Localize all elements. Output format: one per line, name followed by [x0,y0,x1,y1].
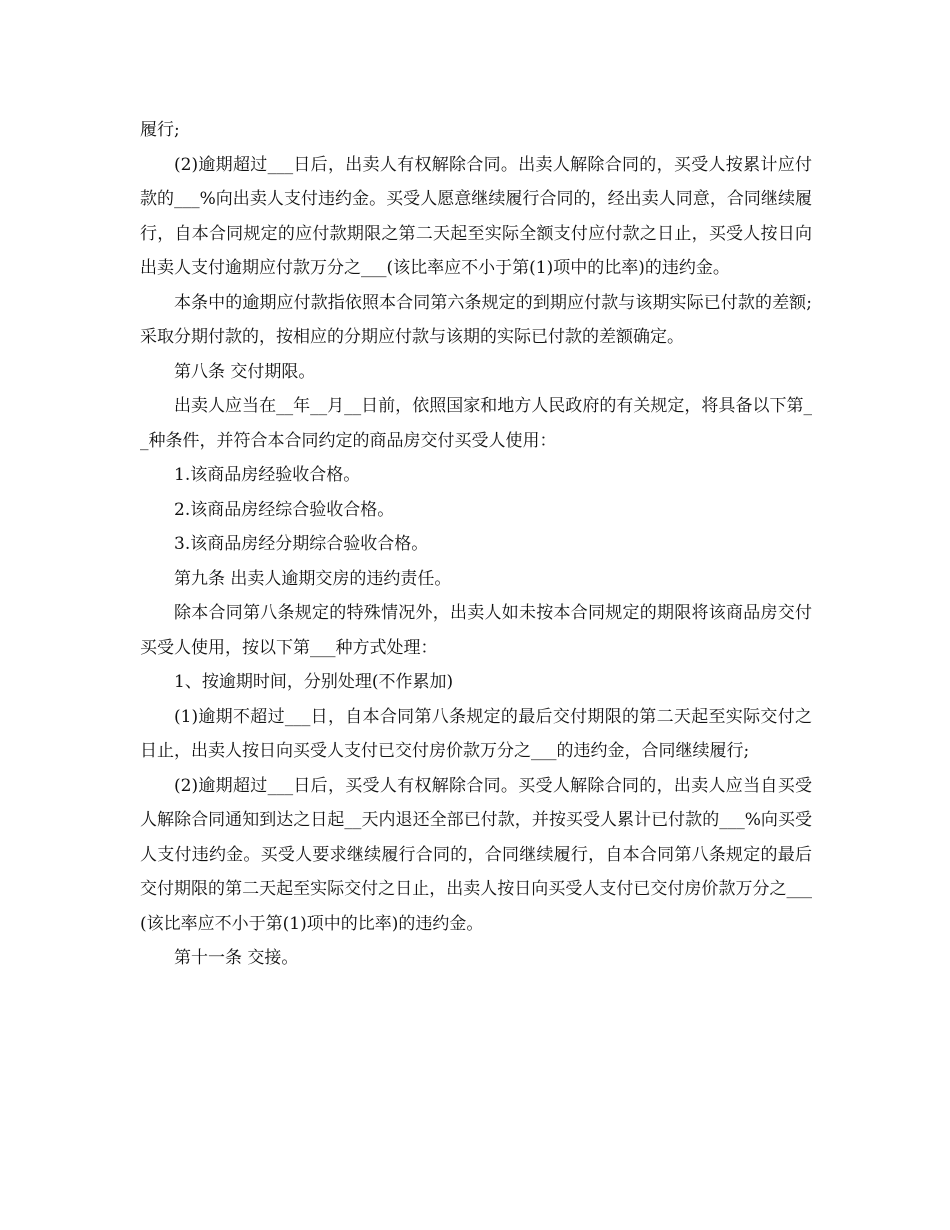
paragraph-seller-late-delivery: 除本合同第八条规定的特殊情况外，出卖人如未按本合同规定的期限将该商品房交付买受人使用，按以下第___种方式处理： [140,603,812,658]
list-item-condition-3: 3.该商品房经分期综合验收合格。 [174,534,429,554]
list-item-condition-2: 2.该商品房经综合验收合格。 [174,499,395,520]
paragraph-clause-2-seller-overdue: (2)逾期超过___日后，买受人有权解除合同。买受人解除合同的，出卖人应当自买受人解除合同通知到达之日起__天内退还全部已付款，并按买受人累计已付款的___%向买受人支付违约金。买受人要求继续履行合同的，合同继续履行，自本合同第八条规定的最后交付期限的第二天起至实际交付之日止，出卖人按日向买受人支付已交付房价款万分之___(该比率应不小于第(1)项中的比率)的违约金。 [140,775,812,934]
heading-article-8: 第八条 交付期限。 [174,361,316,382]
heading-article-9: 第九条 出卖人逾期交房的违约责任。 [174,568,452,589]
paragraph-clause-2-buyer-overdue: (2)逾期超过___日后，出卖人有权解除合同。出卖人解除合同的，买受人按累计应付款的___%向出卖人支付违约金。买受人愿意继续履行合同的，经出卖人同意，合同继续履行，自本合同规定的应付款期限之第二天起至实际全额支付应付款之日止，买受人按日向出卖人支付逾期应付款万分之___(该比率应不小于第(1)项中的比率)的违约金。 [140,154,812,278]
paragraph-overdue-definition: 本条中的逾期应付款指依照本合同第六条规定的到期应付款与该期实际已付款的差额;采取分期付款的，按相应的分期应付款与该期的实际已付款的差额确定。 [140,292,812,347]
paragraph-clause-1-seller-overdue: (1)逾期不超过___日，自本合同第八条规定的最后交付期限的第二天起至实际交付之日止，出卖人按日向买受人支付已交付房价款万分之___的违约金，合同继续履行; [140,706,812,761]
list-item-condition-1: 1.该商品房经验收合格。 [174,465,361,485]
paragraph-continuation: 履行; [140,120,180,140]
document-body [140,113,812,976]
paragraph-delivery-deadline: 出卖人应当在__年__月__日前，依照国家和地方人民政府的有关规定，将具备以下第__种条件，并符合本合同约定的商品房交付买受人使用： [140,396,812,451]
paragraph-method-1: 1、按逾期时间，分别处理(不作累加) [174,672,454,692]
heading-article-11: 第十一条 交接。 [174,948,299,968]
